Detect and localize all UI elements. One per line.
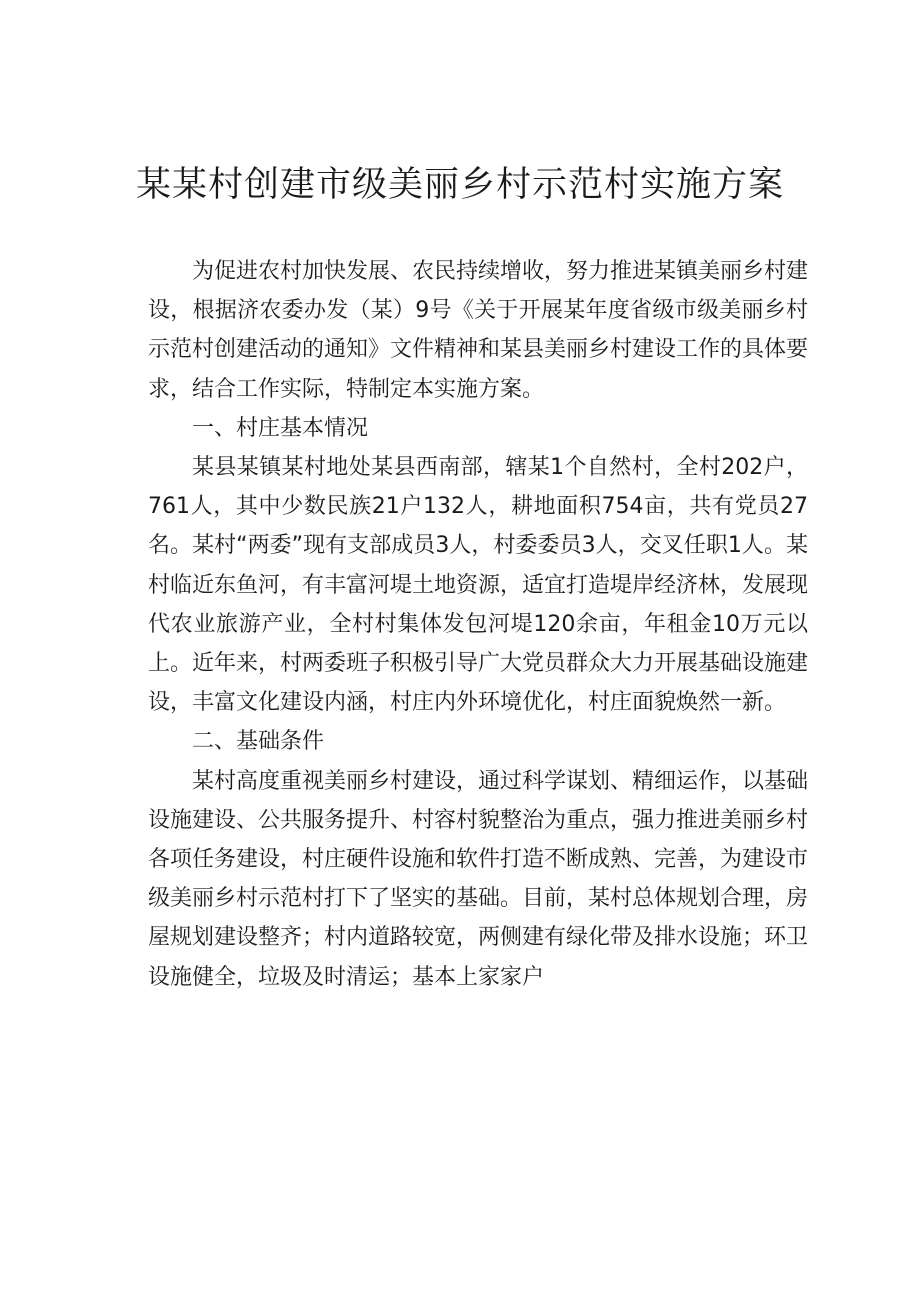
intro-paragraph: 为促进农村加快发展、农民持续增收，努力推进某镇美丽乡村建设，根据济农委办发（某）9号《关于开展某年度省级市级美丽乡村示范村创建活动的通知》文件精神和某县美丽乡村建设工作的具体要求，结合工作实际，特制定本实施方案。 <box>148 259 809 402</box>
section-heading-basic-conditions: 二、基础条件 <box>192 729 325 755</box>
section-paragraph-basic-conditions: 某村高度重视美丽乡村建设，通过科学谋划、精细运作，以基础设施建设、公共服务提升、村容村貌整治为重点，强力推进美丽乡村各项任务建设，村庄硬件设施和软件打造不断成熟、完善，为建设市级美丽乡村示范村打下了坚实的基础。目前，某村总体规划合理，房屋规划建设整齐；村内道路较宽，两侧建有绿化带及排水设施；环卫设施健全，垃圾及时清运；基本上家家户 <box>148 768 809 990</box>
document-title: 某某村创建市级美丽乡村示范村实施方案 <box>135 165 784 205</box>
section-paragraph-village-overview: 某县某镇某村地处某县西南部，辖某1个自然村，全村202户，761人，其中少数民族21户132人，耕地面积754亩，共有党员27名。某村“两委”现有支部成员3人，村委委员3人，交叉任职1人。某村临近东鱼河，有丰富河堤土地资源，适宜打造堤岸经济林，发展现代农业旅游产业，全村村集体发包河堤120余亩，年租金10万元以上。近年来，村两委班子积极引导广大党员群众大力开展基础设施建设，丰富文化建设内涵，村庄内外环境优化，村庄面貌焕然一新。 <box>148 455 809 716</box>
document-body <box>148 252 808 997</box>
section-heading-village-overview: 一、村庄基本情况 <box>192 415 369 441</box>
